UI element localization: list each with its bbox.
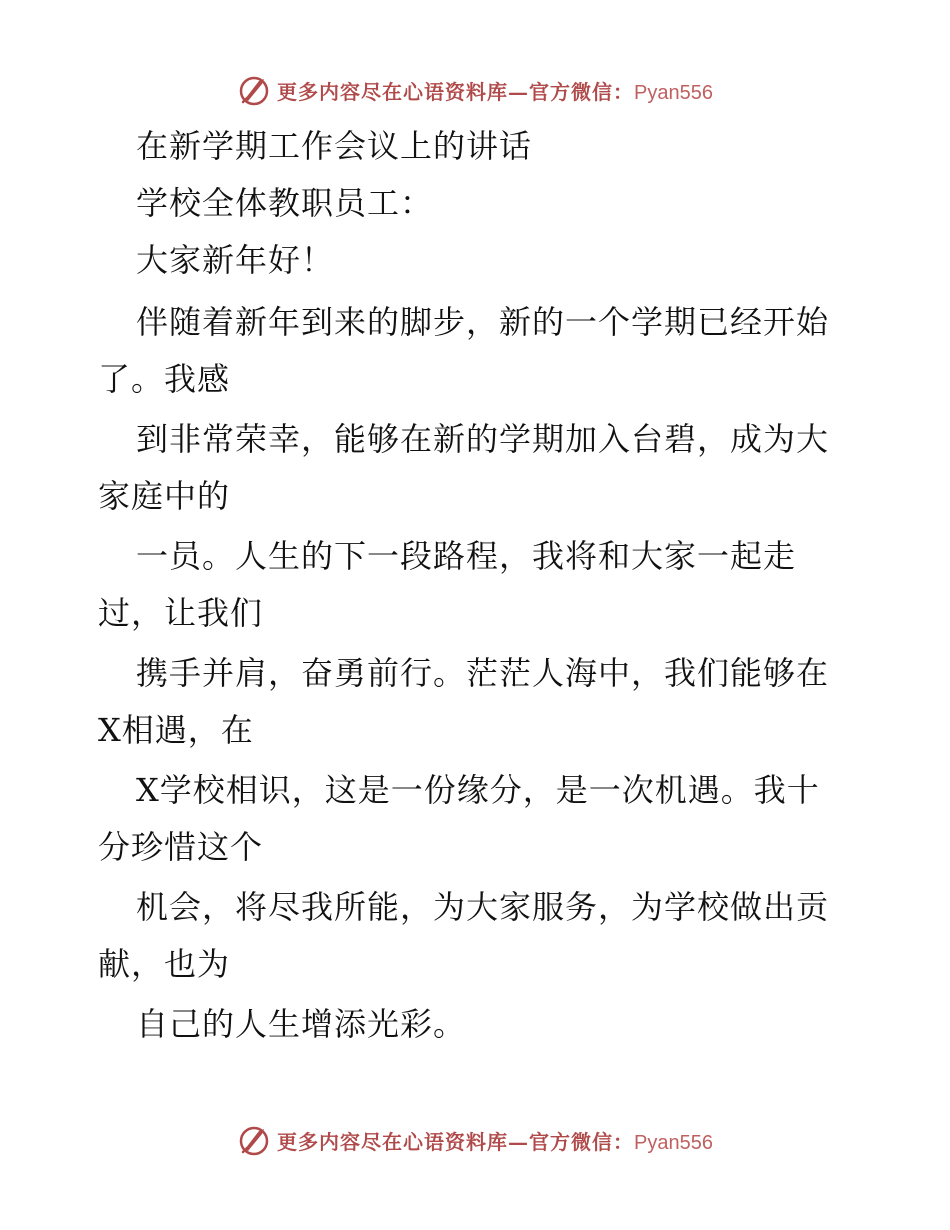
footer-banner <box>0 1120 950 1160</box>
header-banner <box>0 70 950 110</box>
paragraph-line: 献，也为 <box>98 945 231 983</box>
paragraph-line: 了。我感 <box>98 360 231 398</box>
paragraph-line: 伴随着新年到来的脚步，新的一个学期已经开始 <box>136 303 830 341</box>
document-title: 在新学期工作会议上的讲话 <box>136 127 533 165</box>
quill-pen-logo-icon <box>237 1123 271 1157</box>
paragraph-line: 家庭中的 <box>98 477 231 515</box>
paragraph-line: X相遇，在 <box>98 711 254 749</box>
paragraph-line: X学校相识，这是一份缘分，是一次机遇。我十 <box>136 771 820 809</box>
wechat-id: Pyan556 <box>634 81 713 104</box>
banner-text: 更多内容尽在心语资料库—官方微信：Pyan556 <box>277 79 713 104</box>
paragraph-line: 机会，将尽我所能，为大家服务，为学校做出贡 <box>136 888 830 926</box>
paragraph-line: 一员。人生的下一段路程，我将和大家一起走 <box>136 537 797 575</box>
paragraph-line: 携手并肩，奋勇前行。茫茫人海中，我们能够在 <box>136 654 830 692</box>
wechat-id: Pyan556 <box>634 1131 713 1154</box>
paragraph-line: 到非常荣幸，能够在新的学期加入台碧，成为大 <box>136 420 830 458</box>
salutation: 学校全体教职员工： <box>136 184 434 222</box>
quill-pen-logo-icon <box>237 73 271 107</box>
paragraph-line: 自己的人生增添光彩。 <box>136 1005 467 1043</box>
paragraph-line: 分珍惜这个 <box>98 828 264 866</box>
paragraph-line: 过，让我们 <box>98 594 264 632</box>
banner-text: 更多内容尽在心语资料库—官方微信：Pyan556 <box>277 1129 713 1154</box>
greeting: 大家新年好！ <box>136 241 335 279</box>
